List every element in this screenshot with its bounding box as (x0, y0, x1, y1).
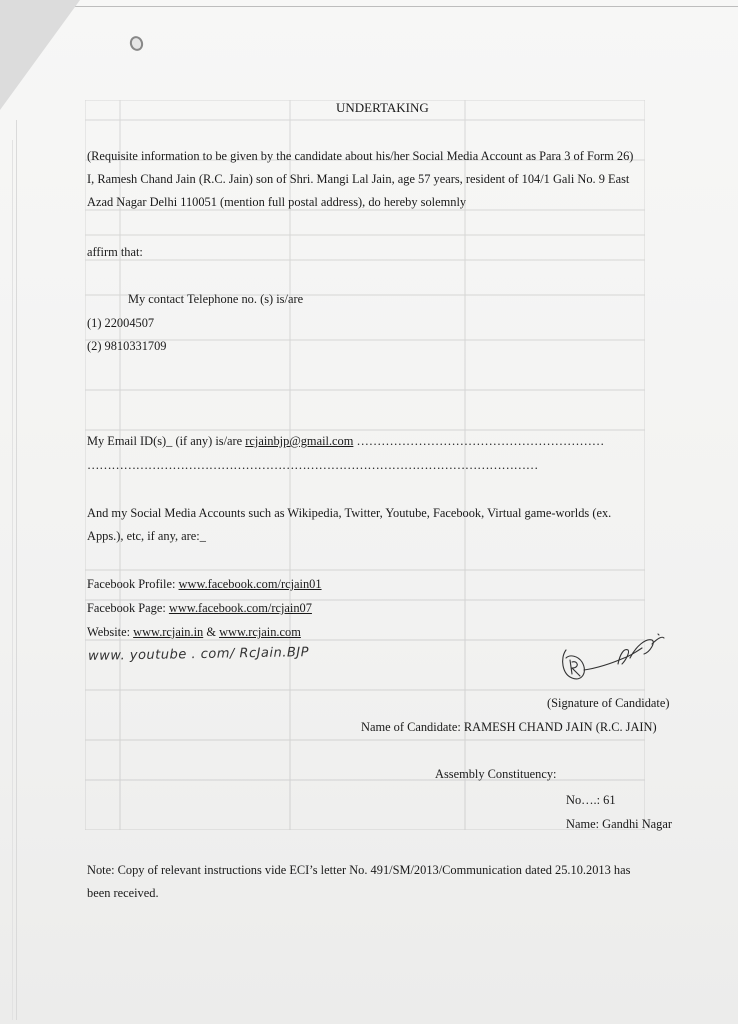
declaration-line-2: Azad Nagar Delhi 110051 (mention full postal address), do hereby solemnly (87, 195, 467, 209)
email-dots: …………………………………………………… (353, 434, 605, 448)
candidate-signature-icon (558, 628, 668, 688)
candidate-name: Name of Candidate: RAMESH CHAND JAIN (R.C. JAIN) (361, 720, 657, 734)
page-edge (70, 6, 738, 7)
page-edge (16, 120, 17, 1020)
note-line-2: been received. (87, 886, 159, 900)
website-link-2[interactable]: www.rcjain.com (219, 625, 301, 639)
constituency-number: No….: 61 (566, 793, 616, 807)
note-line-1: Note: Copy of relevant instructions vide ECI’s letter No. 491/SM/2013/Communication dated 25.10.2013 has (87, 863, 631, 877)
facebook-page-link[interactable]: www.facebook.com/rcjain07 (168, 601, 312, 615)
facebook-page-label: Facebook Page: (87, 601, 169, 615)
declaration-line-1: I, Ramesh Chand Jain (R.C. Jain) son of Shri. Mangi Lal Jain, age 57 years, resident of 104/1 Gali No. 9 East (87, 172, 630, 186)
facebook-profile-link[interactable]: www.facebook.com/rcjain01 (178, 577, 322, 591)
page-edge (12, 140, 13, 1020)
constituency-name: Name: Gandhi Nagar (566, 817, 672, 831)
website-separator: & (203, 625, 220, 639)
facebook-profile-line (87, 578, 322, 590)
dotted-line: ………………………………………………………………………………………………… (87, 458, 539, 472)
signature-caption: (Signature of Candidate) (547, 696, 670, 710)
folded-corner (0, 0, 80, 110)
email-link[interactable]: rcjainbjp@gmail.com (245, 434, 354, 448)
facebook-profile-label: Facebook Profile: (87, 577, 179, 591)
website-label: Website: (87, 625, 134, 639)
website-line (87, 626, 301, 638)
intro-text: (Requisite information to be given by the candidate about his/her Social Media Account as Para 3 of Form 26) (87, 149, 634, 163)
phone-number-1: (1) 22004507 (87, 316, 155, 330)
handwritten-youtube-link: www. youtube . com/ RcJain.BJP (87, 645, 310, 664)
assembly-constituency-label: Assembly Constituency: (435, 767, 557, 781)
email-line (87, 435, 604, 447)
document-title: UNDERTAKING (336, 100, 429, 115)
phone-label: My contact Telephone no. (s) is/are (128, 292, 304, 306)
phone-number-2: (2) 9810331709 (87, 339, 167, 353)
email-label: My Email ID(s)_ (if any) is/are (87, 434, 246, 448)
social-media-line-2: Apps.), etc, if any, are:_ (87, 529, 206, 543)
website-link-1[interactable]: www.rcjain.in (133, 625, 204, 639)
punch-hole (128, 34, 145, 53)
social-media-line-1: And my Social Media Accounts such as Wikipedia, Twitter, Youtube, Facebook, Virtual game-worlds (ex. (87, 506, 612, 520)
affirm-text: affirm that: (87, 245, 143, 259)
facebook-page-line (87, 602, 312, 614)
